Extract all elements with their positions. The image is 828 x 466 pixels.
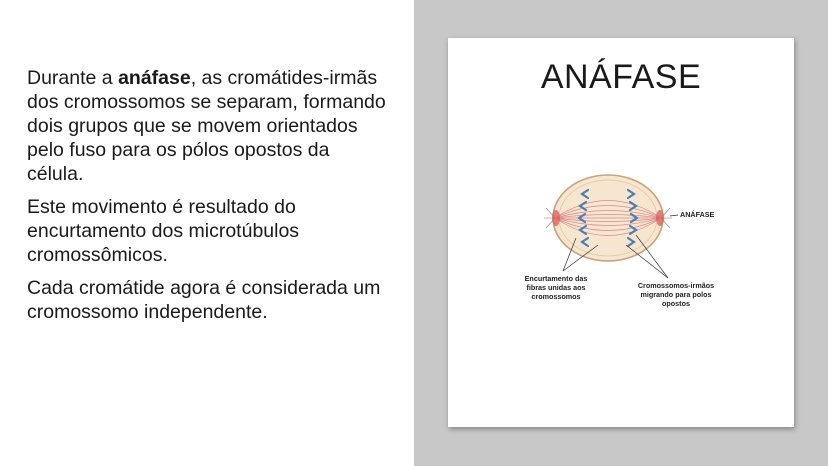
label-sisters-line2: migrando para polos bbox=[640, 290, 712, 299]
paragraph-independent: Cada cromátide agora é considerada um cromossomo independente. bbox=[27, 277, 381, 323]
paragraph-text: , as cromátides-irmãs dos cromossomos se separam, formando dois grupos que se movem orientados pelo fuso para os pólos opostos da célula. bbox=[27, 67, 386, 185]
slide-body-text bbox=[27, 66, 387, 333]
label-sisters-line1: Cromossomos-irmãos bbox=[637, 281, 715, 290]
anaphase-diagram bbox=[508, 163, 748, 313]
label-fibers-line2: fibras unidas aos bbox=[526, 283, 586, 292]
right-pole bbox=[656, 210, 664, 226]
label-sisters-line3: opostos bbox=[662, 299, 690, 308]
emphasized-term: anáfase bbox=[118, 67, 191, 89]
paragraph-movement: Este movimento é resultado do encurtamento dos microtúbulos cromossômicos. bbox=[27, 196, 300, 266]
paragraph-anaphase-definition bbox=[27, 66, 387, 186]
figure-title: ANÁFASE bbox=[540, 58, 702, 96]
figure-card bbox=[448, 38, 794, 427]
left-pole bbox=[552, 210, 560, 226]
paragraph-text: Durante a bbox=[27, 67, 119, 89]
label-stage: ANÁFASE bbox=[680, 210, 715, 219]
label-fibers-line3: cromossomos bbox=[531, 292, 581, 301]
label-fibers-line1: Encurtamento das bbox=[524, 274, 588, 283]
